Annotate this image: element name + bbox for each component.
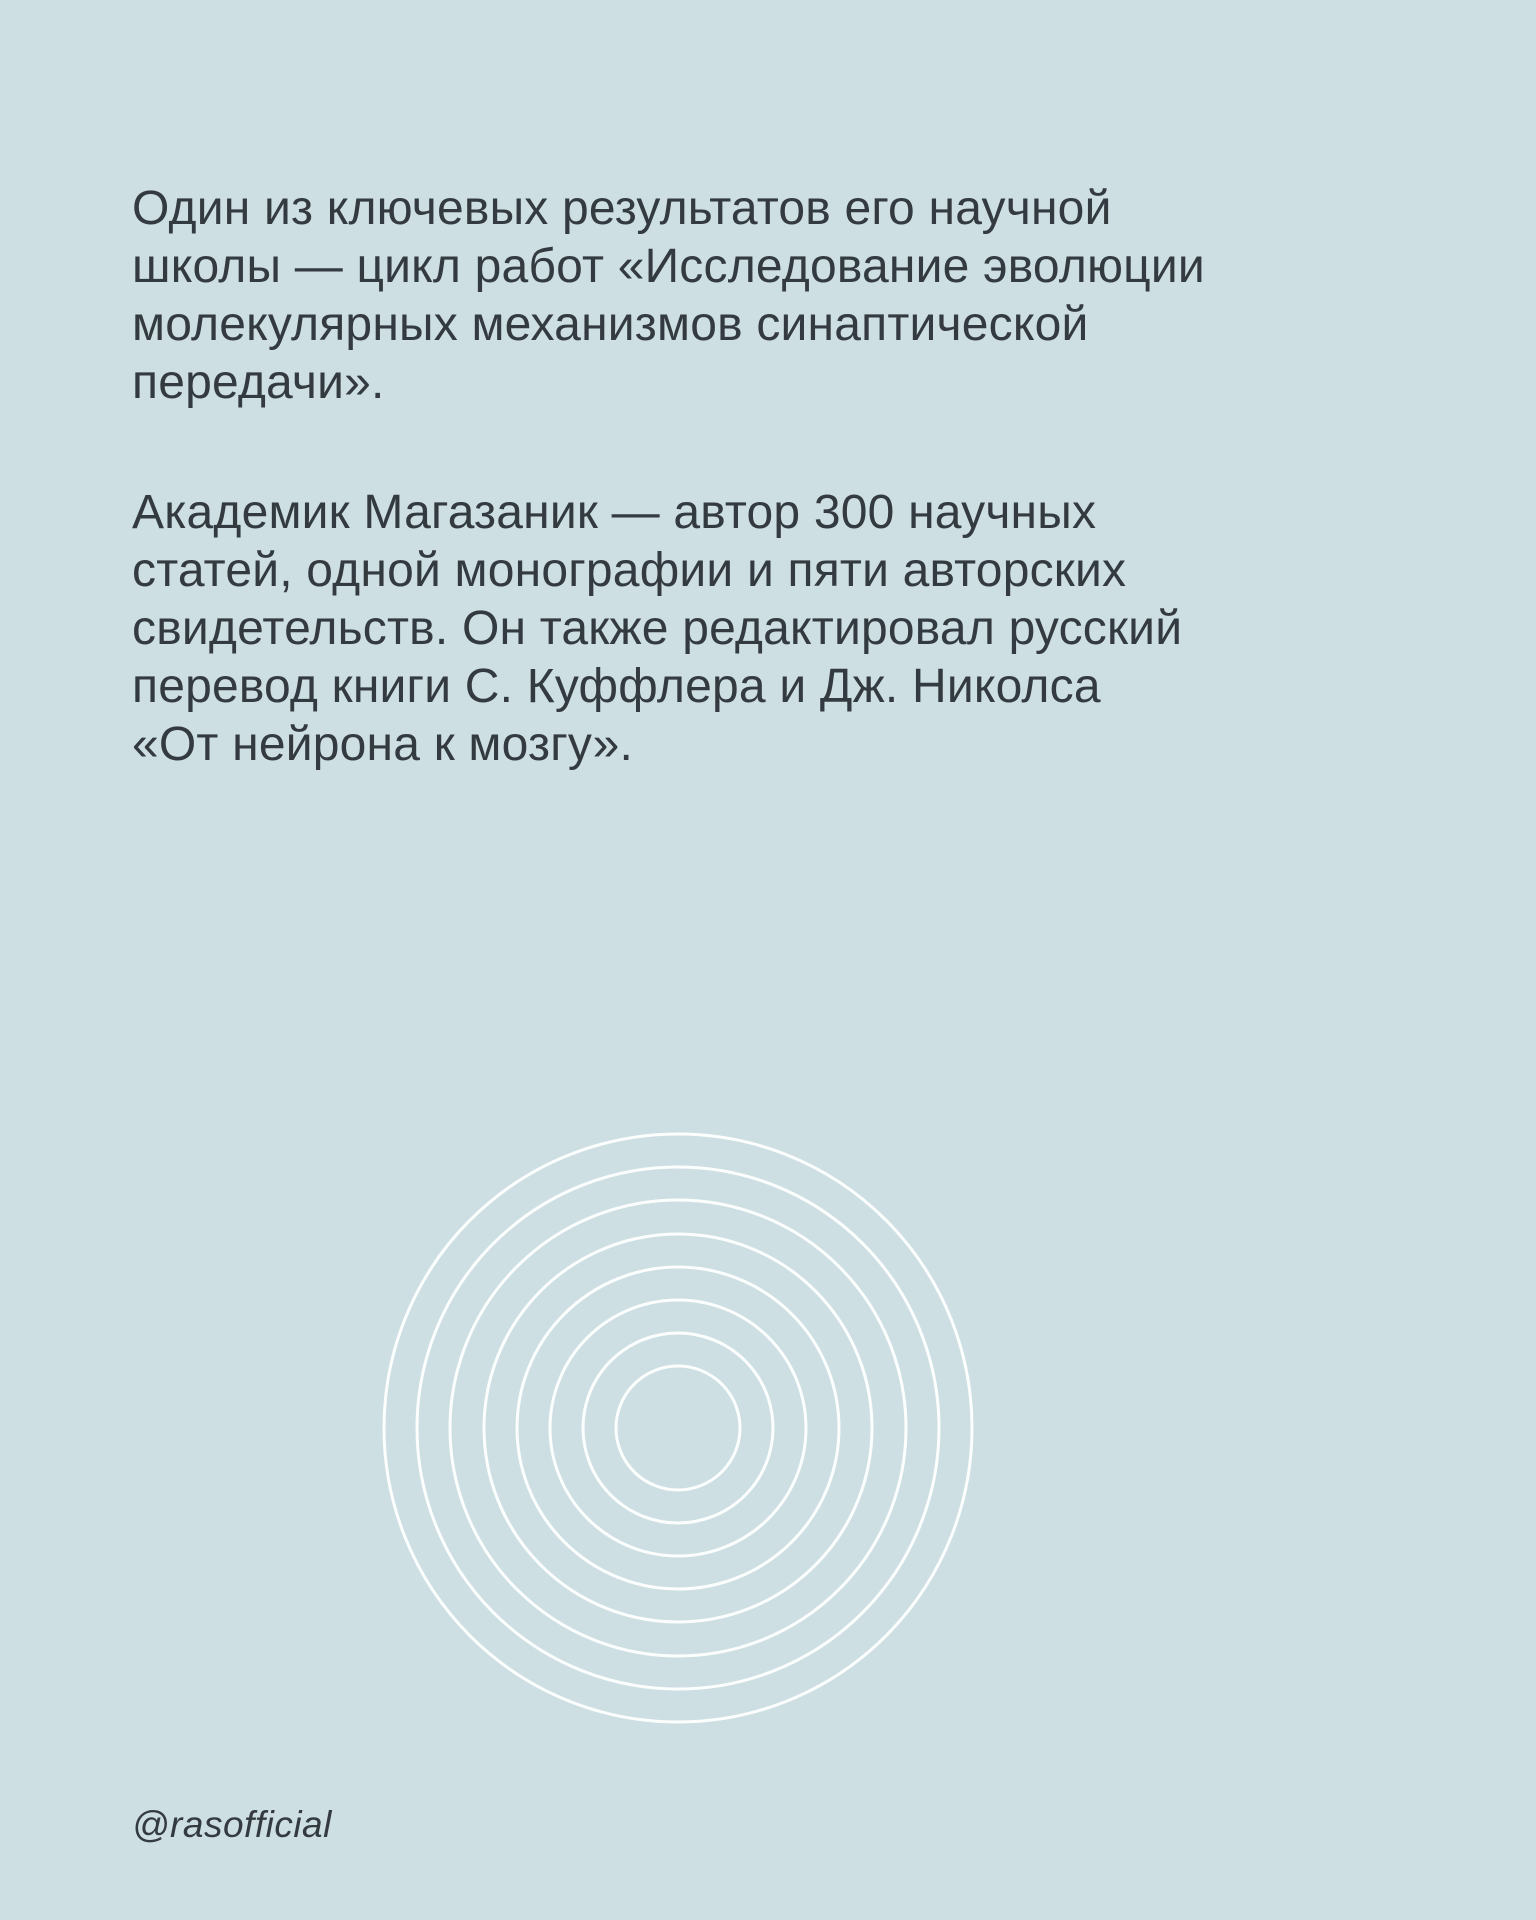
text-line: перевод книги С. Куффлера и Дж. Николса xyxy=(132,660,1101,713)
paragraph-key-results xyxy=(132,180,1416,412)
text-line: молекулярных механизмов синаптической xyxy=(132,298,1089,351)
decor-circle xyxy=(484,1234,872,1622)
text-line: Академик Магазаник — автор 300 научных xyxy=(132,486,1097,539)
decor-circle xyxy=(550,1300,806,1556)
text-line: школы — цикл работ «Исследование эволюции xyxy=(132,240,1205,293)
body-text xyxy=(132,180,1416,774)
decor-circle xyxy=(384,1134,972,1722)
text-line: статей, одной монографии и пяти авторских xyxy=(132,544,1127,597)
decor-circle xyxy=(417,1167,939,1689)
paragraph-author-works xyxy=(132,484,1416,774)
text-line: Один из ключевых результатов его научной xyxy=(132,182,1112,235)
text-line: передачи». xyxy=(132,356,385,409)
decor-circle xyxy=(583,1333,773,1523)
watermark-handle: @rasofficial xyxy=(132,1804,332,1845)
text-line: «От нейрона к мозгу». xyxy=(132,718,634,771)
decor-circle xyxy=(616,1366,740,1490)
text-line: свидетельств. Он также редактировал русский xyxy=(132,602,1183,655)
decor-circle xyxy=(517,1267,839,1589)
